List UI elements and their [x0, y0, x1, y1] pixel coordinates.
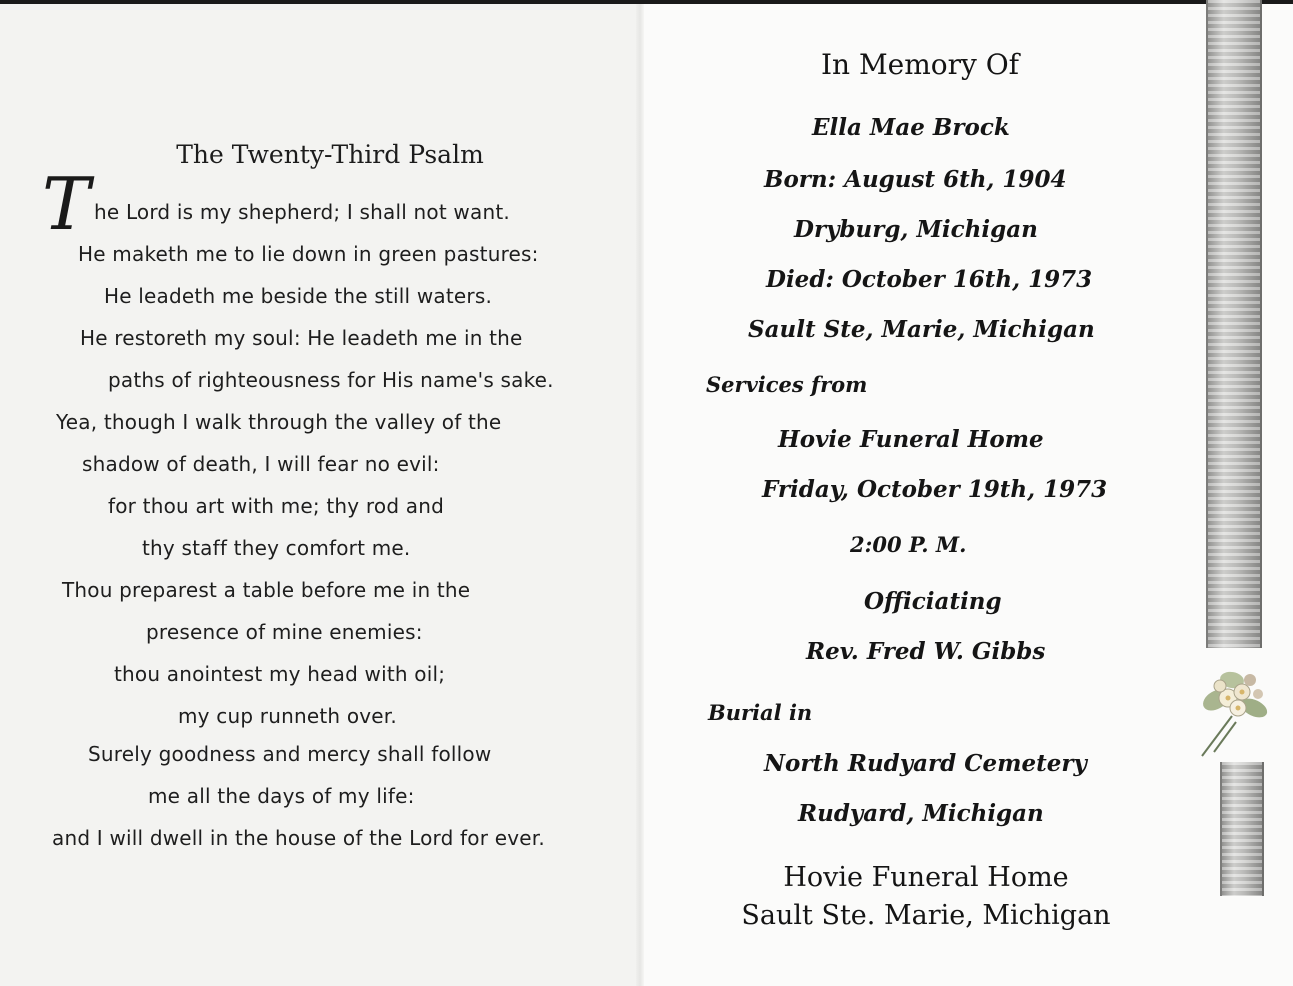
- birth-date: Born: August 6th, 1904: [764, 166, 1067, 193]
- psalm-dropcap: T: [42, 162, 91, 246]
- deceased-name: Ella Mae Brock: [812, 114, 1010, 141]
- card-fold: [636, 0, 644, 986]
- psalm-line-5: paths of righteousness for His name's sake.: [108, 368, 554, 392]
- psalm-line-1: he Lord is my shepherd; I shall not want.: [94, 200, 510, 224]
- psalm-line-11: presence of mine enemies:: [146, 620, 423, 644]
- ribbon-lower: [1220, 762, 1264, 896]
- psalm-line-8: for thou art with me; thy rod and: [108, 494, 445, 518]
- psalm-line-6: Yea, though I walk through the valley of the: [56, 410, 502, 434]
- burial-place: North Rudyard Cemetery: [764, 750, 1087, 777]
- psalm-line-15: me all the days of my life:: [148, 784, 415, 808]
- in-memory-heading: In Memory Of: [820, 48, 1020, 81]
- top-edge: [0, 0, 1293, 4]
- psalm-line-13: my cup runneth over.: [178, 704, 397, 728]
- officiant-name: Rev. Fred W. Gibbs: [806, 638, 1046, 665]
- flower-bouquet-icon: [1192, 656, 1276, 766]
- psalm-title: The Twenty-Third Psalm: [176, 140, 484, 169]
- psalm-line-10: Thou preparest a table before me in the: [62, 578, 471, 602]
- birth-place: Dryburg, Michigan: [794, 216, 1038, 243]
- death-date: Died: October 16th, 1973: [766, 266, 1093, 293]
- burial-label: Burial in: [708, 700, 813, 725]
- funeral-home-city: Sault Ste. Marie, Michigan: [741, 900, 1111, 931]
- psalm-line-16: and I will dwell in the house of the Lord for ever.: [52, 826, 545, 850]
- psalm-line-3: He leadeth me beside the still waters.: [104, 284, 493, 308]
- services-place: Hovie Funeral Home: [778, 426, 1044, 453]
- psalm-line-9: thy staff they comfort me.: [142, 536, 411, 560]
- psalm-line-12: thou anointest my head with oil;: [114, 662, 446, 686]
- services-time: 2:00 P. M.: [850, 532, 967, 557]
- services-date: Friday, October 19th, 1973: [762, 476, 1108, 503]
- psalm-line-14: Surely goodness and mercy shall follow: [88, 742, 492, 766]
- psalm-line-7: shadow of death, I will fear no evil:: [82, 452, 440, 476]
- psalm-line-4: He restoreth my soul: He leadeth me in the: [80, 326, 523, 350]
- ribbon-upper: [1206, 0, 1262, 648]
- services-label: Services from: [706, 372, 868, 397]
- burial-city: Rudyard, Michigan: [798, 800, 1044, 827]
- psalm-line-2: He maketh me to lie down in green pastures:: [78, 242, 539, 266]
- officiating-label: Officiating: [864, 588, 1002, 615]
- funeral-home-name: Hovie Funeral Home: [783, 862, 1069, 893]
- death-place: Sault Ste, Marie, Michigan: [748, 316, 1095, 343]
